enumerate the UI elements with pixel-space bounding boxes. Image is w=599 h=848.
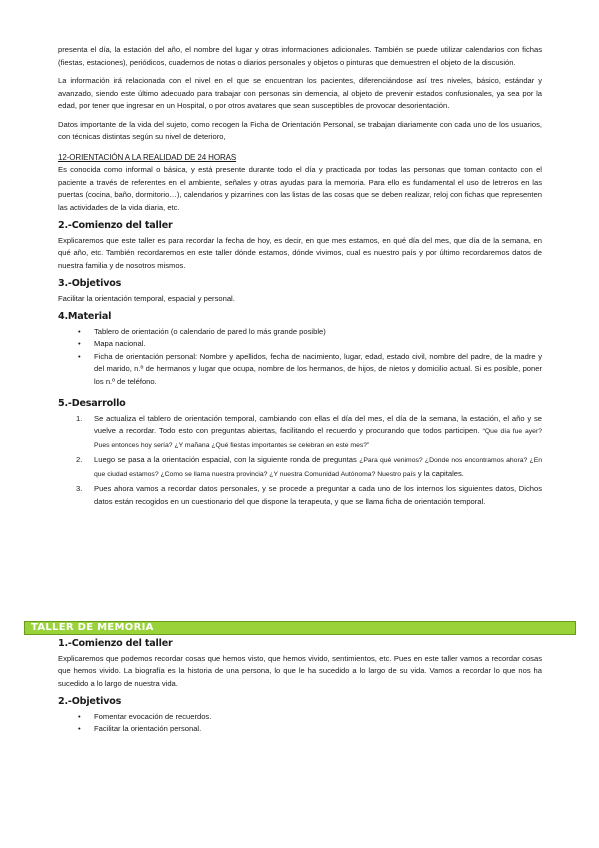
memory-1-heading: 1.-Comienzo del taller — [58, 638, 173, 649]
reality-heading: 12-ORIENTACIÓN A LA REALIDAD DE 24 HORAS — [58, 152, 237, 162]
intro-paragraph-3: Datos importante de la vida del sujeto, como recogen la Ficha de Orientación Personal, se trabajan diariamente con cada uno de los usuarios, con técnicas distintas según su nivel de deterioro, — [58, 119, 542, 141]
material-list — [58, 326, 542, 389]
memory-section — [58, 638, 542, 742]
section-5-heading: 5.-Desarrollo — [58, 398, 126, 409]
section-banner — [24, 621, 576, 635]
intro-paragraph-1: presenta el día, la estación del año, el nombre del lugar y otras informaciones adicionales. También se puede utilizar calendarios con fichas (fiestas, estaciones), periódicos, cuadernos de notas o diarios personales y objetos o pinturas que demuestren el objeto de la discusión. — [58, 45, 542, 67]
section-2-paragraph: Explicaremos que este taller es para recordar la fecha de hoy, es decir, en que mes estamos, en qué día del mes, que día de la semana, en qué año, etc. También recordaremos en este taller dónde estamos, dónde vivimos, cual es nuestro país y por último recordaremos datos de nuestra familia y de nosotros mismos. — [58, 235, 542, 270]
bullet-icon: • — [78, 326, 81, 336]
banner-title: TALLER DE MEMORIA — [31, 622, 154, 633]
section-3-heading: 3.-Objetivos — [58, 278, 122, 289]
bullet-icon: • — [78, 711, 81, 721]
list-item: • Fomentar evocación de recuerdos. — [58, 711, 542, 724]
document-page — [58, 44, 542, 514]
section-3-paragraph: Facilitar la orientación temporal, espacial y personal. — [58, 293, 235, 303]
reality-paragraph: Es conocida como informal o básica, y está presente durante todo el día y practicada por todas las personas que toman contacto con el paciente a través de referentes en el ambiente, señales y otras ayudas para la memoria. Para ello es fundamental el uso de letreros en las puertas (cocina, baño, dormitorio…), calendarios y pizarrines con las listas de las cosas que se deben realizar, reloj con fichas que representen las actividades de la vida diaria, etc. — [58, 165, 542, 212]
list-item: • Ficha de orientación personal: Nombre y apellidos, fecha de nacimiento, lugar, edad, estado civil, nombre del padre, de la madre y del marido, n.º de hermanos y lugar que ocupa, nombre de los hermanos, de hijos, de nietos y domicilio actual. Si es posible, poner los n.º de teléfono. — [78, 351, 542, 386]
list-item: 2. Luego se pasa a la orientación espacial, con la siguiente ronda de preguntas ¿Para qué venimos? ¿Donde nos encontramos ahora? ¿En que ciudad estamos? ¿Como se llama nuestra provincia? ¿Y nuestra Comunidad Autónoma? Nuestro país y la capitales. — [76, 455, 543, 478]
section-4-heading: 4.Material — [58, 311, 112, 322]
bullet-icon: • — [78, 724, 81, 733]
memory-objectives-list — [58, 711, 542, 736]
list-item: 1. Se actualiza el tablero de orientación temporal, cambiando con ellas el día del mes, el día de la semana, la estación, el año y se vuelve a recordar. Todo esto con preguntas abiertas, facilitando el recuerdo y procurando que todos participen. “Que día fue ayer? Pues entonces hoy sería? ¿Y mañana ¿Qué fiestas importantes se celebran en este mes?” — [76, 413, 542, 449]
list-item: • Tablero de orientación (o calendario de pared lo más grande posible) — [58, 326, 542, 339]
list-item: • Facilitar la orientación personal. — [58, 723, 542, 736]
list-item: 3. Pues ahora vamos a recordar datos personales, y se procede a preguntar a cada uno de los internos los siguientes datos, Dichos datos están recogidos en un cuestionario del que dispone la terapeuta, y que se llama ficha de orientación temporal. — [76, 484, 542, 506]
list-item: • Mapa nacional. — [58, 338, 542, 351]
bullet-icon: • — [78, 351, 81, 361]
memory-1-paragraph: Explicaremos que podemos recordar cosas que hemos visto, que hemos vivido, sentimientos, etc. Pues en este taller vamos a recordar cosas que hemos vivido. La biografía es la historia de una persona, lo que le ha sucedido a lo largo de su vida. Vamos a recordar lo que nos ha sucedido a lo largo de nuestra vida. — [58, 653, 542, 688]
bullet-icon: • — [78, 339, 81, 348]
memory-2-heading: 2.-Objetivos — [58, 696, 122, 707]
development-list — [58, 413, 542, 509]
section-2-heading: 2.-Comienzo del taller — [58, 220, 173, 231]
intro-paragraph-2: La información irá relacionada con el nivel en el que se encuentran los pacientes, diferenciándose así tres niveles, básico, estándar y avanzado, siendo este último adecuado para trabajar con personas sin demencia, al objeto de prevenir estados confusionales, ya sea por la edad, por tener que ingresar en un Hospital, o por otros avatares que sean susceptibles de provocar desorientación. — [58, 76, 542, 110]
